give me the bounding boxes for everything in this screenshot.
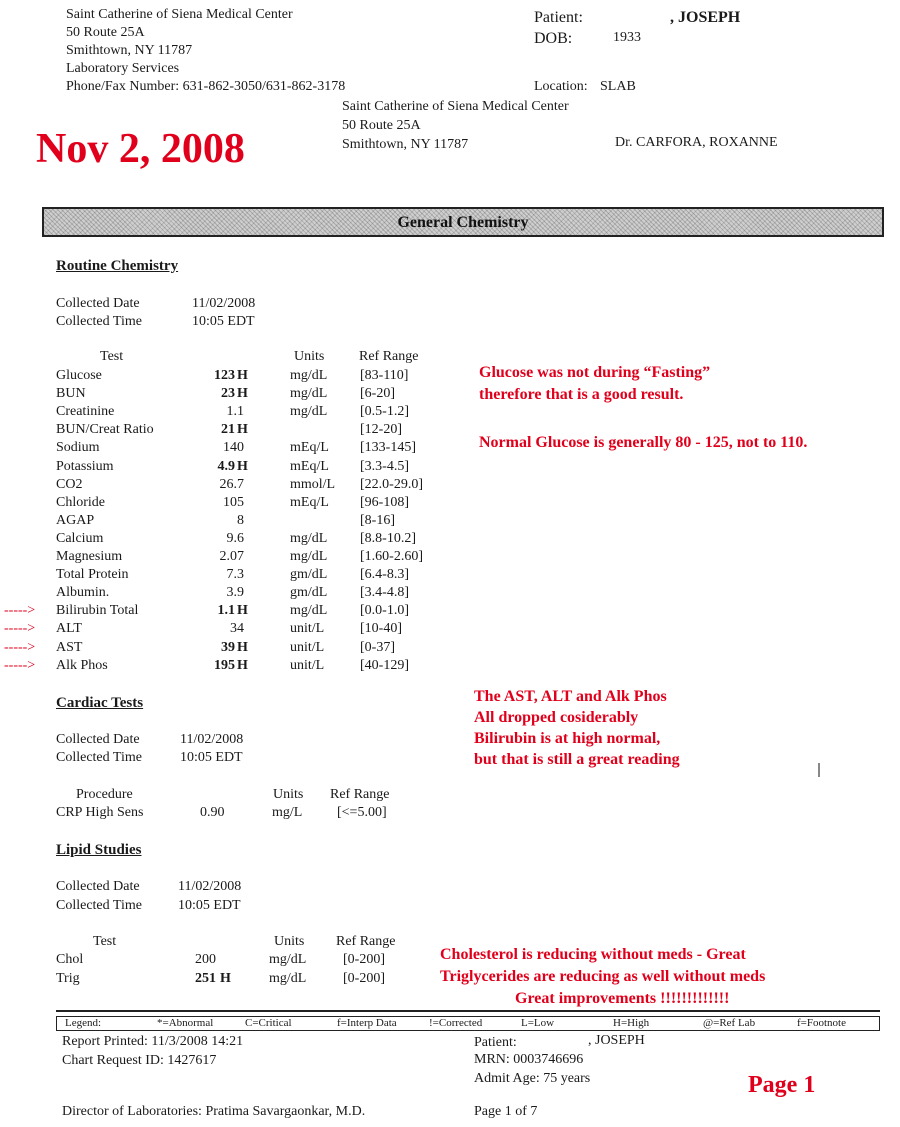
test-name: ALT (56, 621, 82, 636)
pointer-arrow: -----> (4, 603, 36, 618)
test-value: 7.3 (226, 567, 244, 582)
routine-header-units: Units (294, 349, 325, 364)
routine-collected-date: 11/02/2008 (192, 296, 256, 311)
test-value: 21 (221, 422, 235, 437)
dob-value: 1933 (613, 30, 641, 45)
glucose-note-line: therefore that is a good result. (479, 386, 684, 403)
legend-item: Legend: (65, 1017, 102, 1029)
location-value: SLAB (600, 79, 636, 94)
cardiac-header-units: Units (273, 787, 304, 802)
liver-note-line: The AST, ALT and Alk Phos (474, 688, 667, 705)
site-city: Smithtown, NY 11787 (342, 137, 469, 152)
doctor-name: Dr. CARFORA, ROXANNE (615, 135, 778, 150)
cardiac-row-ref: [<=5.00] (337, 805, 387, 820)
test-name: Total Protein (56, 567, 129, 582)
routine-collected-time-label: Collected Time (56, 314, 142, 329)
test-value: 140 (223, 440, 244, 455)
test-value: 200 (195, 952, 216, 967)
location-label: Location: (534, 79, 588, 94)
routine-collected-date-label: Collected Date (56, 296, 140, 311)
legend-item: !=Corrected (429, 1017, 483, 1029)
test-units: unit/L (290, 658, 325, 673)
test-units: mEq/L (290, 459, 329, 474)
test-value: 34 (230, 621, 244, 636)
legend-item: @=Ref Lab (703, 1017, 756, 1029)
test-value: 195 (214, 658, 235, 673)
lipid-collected-time: 10:05 EDT (178, 898, 241, 913)
legend-item: H=High (613, 1017, 650, 1029)
test-name: Calcium (56, 531, 104, 546)
footer-patient-label: Patient: (474, 1035, 517, 1050)
test-ref-range: [96-108] (360, 495, 409, 510)
lipid-note-line: Cholesterol is reducing without meds - Great (440, 946, 746, 963)
test-ref-range: [8-16] (360, 513, 395, 528)
test-units: mmol/L (290, 477, 336, 492)
test-value: 1.1 (226, 404, 244, 419)
cardiac-collected-time: 10:05 EDT (180, 750, 243, 765)
test-name: Albumin. (56, 585, 110, 600)
test-ref-range: [3.3-4.5] (360, 459, 409, 474)
test-ref-range: [40-129] (360, 658, 409, 673)
test-name: Magnesium (56, 549, 123, 564)
test-ref-range: [12-20] (360, 422, 402, 437)
cardiac-row-test: CRP High Sens (56, 805, 144, 820)
liver-note-line: All dropped cosiderably (474, 709, 639, 726)
pointer-arrow: -----> (4, 658, 36, 673)
test-value: 26.7 (219, 477, 244, 492)
test-ref-range: [0-200] (343, 971, 385, 986)
routine-header-test: Test (100, 349, 124, 364)
chart-request-id: Chart Request ID: 1427617 (62, 1053, 217, 1068)
test-ref-range: [10-40] (360, 621, 402, 636)
glucose-note (479, 362, 710, 406)
abnormal-flag: H (237, 658, 248, 673)
abnormal-flag: H (237, 386, 248, 401)
liver-note-line: Bilirubin is at high normal, (474, 730, 661, 747)
test-units: gm/dL (290, 567, 328, 582)
test-value: 3.9 (226, 585, 244, 600)
lipid-collected-date-label: Collected Date (56, 879, 140, 894)
legend-top-rule (56, 1010, 880, 1012)
cardiac-row-value: 0.90 (200, 805, 225, 820)
liver-note (474, 686, 680, 770)
liver-note-line: but that is still a great reading (474, 751, 680, 768)
test-name: Bilirubin Total (56, 603, 139, 618)
lipid-collected-time-label: Collected Time (56, 898, 142, 913)
org-phone: Phone/Fax Number: 631-862-3050/631-862-3178 (66, 79, 346, 94)
test-name: Trig (56, 971, 80, 986)
abnormal-flag: H (220, 971, 231, 986)
footer-mrn: MRN: 0003746696 (474, 1052, 584, 1067)
footer-patient-name: , JOSEPH (588, 1033, 645, 1048)
test-name: AGAP (56, 513, 95, 528)
site-name: Saint Catherine of Siena Medical Center (342, 99, 569, 114)
test-ref-range: [22.0-29.0] (360, 477, 423, 492)
lipid-collected-date: 11/02/2008 (178, 879, 242, 894)
test-units: mg/dL (269, 971, 307, 986)
cardiac-tests-title: Cardiac Tests (56, 695, 144, 711)
legend-item: f=Interp Data (337, 1017, 397, 1029)
legend-item: C=Critical (245, 1017, 292, 1029)
routine-chemistry-title: Routine Chemistry (56, 258, 179, 274)
test-units: mg/dL (290, 603, 328, 618)
test-ref-range: [3.4-4.8] (360, 585, 409, 600)
cardiac-collected-date-label: Collected Date (56, 732, 140, 747)
lipid-note-line: Great improvements !!!!!!!!!!!!! (515, 990, 730, 1007)
abnormal-flag: H (237, 368, 248, 383)
test-units: mg/dL (290, 404, 328, 419)
lipid-note (440, 944, 765, 1010)
cardiac-collected-time-label: Collected Time (56, 750, 142, 765)
test-name: Sodium (56, 440, 100, 455)
test-value: 23 (221, 386, 235, 401)
cardiac-row-units: mg/L (272, 805, 303, 820)
routine-header-ref: Ref Range (359, 349, 419, 364)
org-department: Laboratory Services (66, 61, 180, 76)
test-value: 4.9 (217, 459, 235, 474)
abnormal-flag: H (237, 459, 248, 474)
test-name: CO2 (56, 477, 83, 492)
test-units: gm/dL (290, 585, 328, 600)
org-city: Smithtown, NY 11787 (66, 43, 193, 58)
test-ref-range: [83-110] (360, 368, 409, 383)
test-value: 9.6 (226, 531, 244, 546)
org-name: Saint Catherine of Siena Medical Center (66, 7, 293, 22)
test-units: unit/L (290, 621, 325, 636)
test-ref-range: [8.8-10.2] (360, 531, 416, 546)
lipid-header-units: Units (274, 934, 305, 949)
test-value: 105 (223, 495, 244, 510)
test-name: BUN (56, 386, 86, 401)
test-value: 123 (214, 368, 235, 383)
page-stamp: Page 1 (748, 1072, 816, 1098)
test-units: mEq/L (290, 495, 329, 510)
test-units: mg/dL (269, 952, 307, 967)
test-ref-range: [0-37] (360, 640, 395, 655)
test-name: Chloride (56, 495, 105, 510)
legend-item: *=Abnormal (157, 1017, 214, 1029)
glucose-normal-note: Normal Glucose is generally 80 - 125, not to 110. (479, 434, 808, 451)
banner-title: General Chemistry (397, 214, 529, 231)
test-units: mg/dL (290, 531, 328, 546)
legend-item: f=Footnote (797, 1017, 846, 1029)
abnormal-flag: H (237, 422, 248, 437)
pointer-arrow: -----> (4, 640, 36, 655)
scan-speck (818, 763, 820, 777)
legend-bar (56, 1016, 880, 1031)
site-street: 50 Route 25A (342, 118, 421, 133)
test-units: mEq/L (290, 440, 329, 455)
test-name: Glucose (56, 368, 102, 383)
test-value: 8 (237, 513, 244, 528)
test-name: Creatinine (56, 404, 115, 419)
test-value: 1.1 (217, 603, 235, 618)
test-name: AST (56, 640, 83, 655)
cardiac-collected-date: 11/02/2008 (180, 732, 244, 747)
lipid-header-test: Test (93, 934, 117, 949)
legend-item: L=Low (521, 1017, 555, 1029)
test-value: 2.07 (219, 549, 244, 564)
page-number: Page 1 of 7 (474, 1104, 538, 1119)
test-ref-range: [1.60-2.60] (360, 549, 423, 564)
test-ref-range: [0-200] (343, 952, 385, 967)
test-ref-range: [0.5-1.2] (360, 404, 409, 419)
report-printed: Report Printed: 11/3/2008 14:21 (62, 1034, 244, 1049)
footer-admit-age: Admit Age: 75 years (474, 1071, 591, 1086)
handwritten-date: Nov 2, 2008 (36, 126, 245, 172)
test-units: mg/dL (290, 386, 328, 401)
section-banner (42, 207, 884, 237)
test-units: mg/dL (290, 368, 328, 383)
dob-label: DOB: (534, 30, 573, 47)
abnormal-flag: H (237, 640, 248, 655)
test-name: Chol (56, 952, 84, 967)
abnormal-flag: H (237, 603, 248, 618)
test-name: Alk Phos (56, 658, 108, 673)
test-ref-range: [133-145] (360, 440, 416, 455)
test-name: Potassium (56, 459, 114, 474)
patient-label: Patient: (534, 9, 583, 26)
lipid-note-line: Triglycerides are reducing as well without meds (440, 968, 766, 985)
test-value: 251 (195, 971, 216, 986)
test-ref-range: [6-20] (360, 386, 395, 401)
pointer-arrow: -----> (4, 621, 36, 636)
lipid-header-ref: Ref Range (336, 934, 396, 949)
cardiac-header-procedure: Procedure (76, 787, 133, 802)
site-address-block (342, 97, 569, 154)
patient-name: , JOSEPH (670, 9, 741, 26)
test-units: mg/dL (290, 549, 328, 564)
test-units: unit/L (290, 640, 325, 655)
director-of-laboratories: Director of Laboratories: Pratima Savargaonkar, M.D. (62, 1104, 366, 1119)
cardiac-header-ref: Ref Range (330, 787, 390, 802)
test-value: 39 (221, 640, 235, 655)
org-street: 50 Route 25A (66, 25, 145, 40)
org-address-block (66, 6, 345, 96)
lipid-studies-title: Lipid Studies (56, 842, 142, 858)
test-ref-range: [6.4-8.3] (360, 567, 409, 582)
test-name: BUN/Creat Ratio (56, 422, 154, 437)
test-ref-range: [0.0-1.0] (360, 603, 409, 618)
routine-collected-time: 10:05 EDT (192, 314, 255, 329)
glucose-note-line: Glucose was not during “Fasting” (479, 364, 711, 381)
